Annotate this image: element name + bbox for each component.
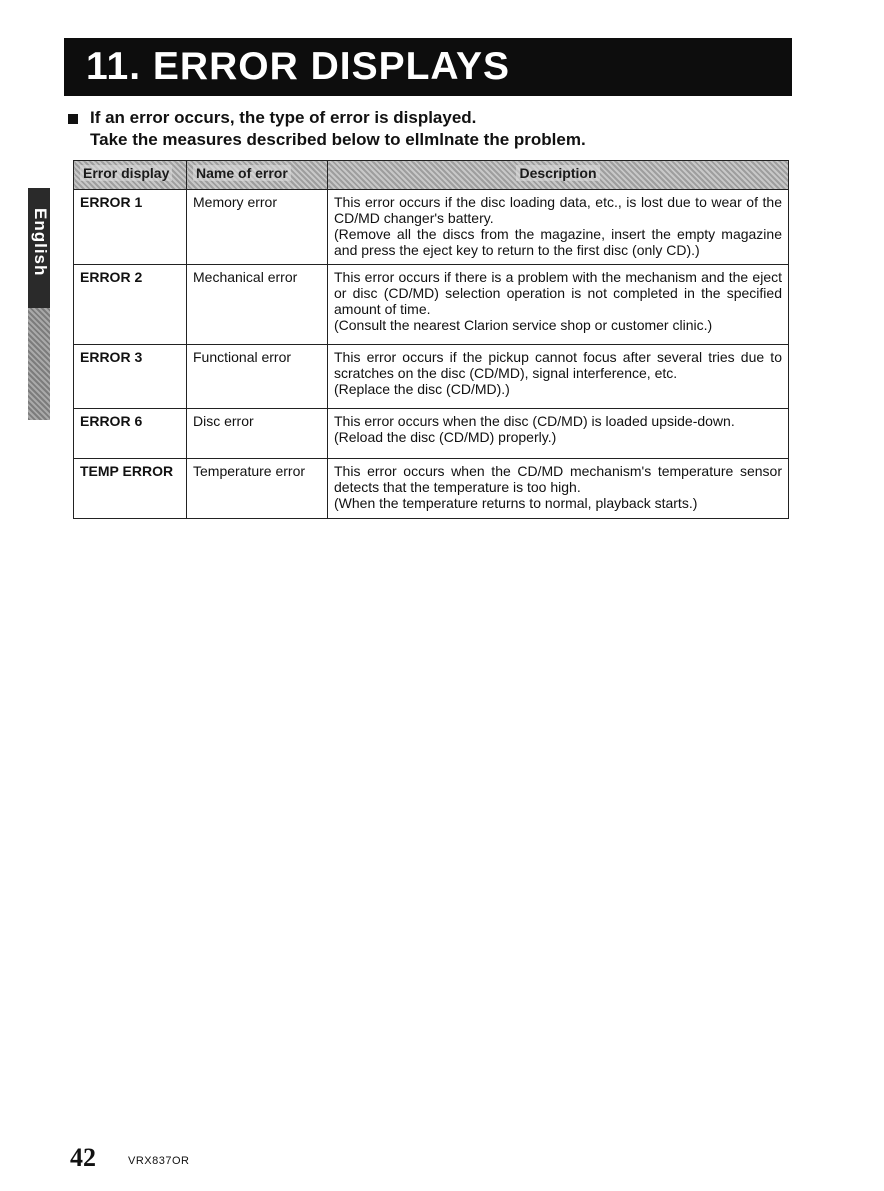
description-remedy: (Remove all the discs from the magazine, insert the empty magazine and press the eject key to return to the first disc (only CD).) bbox=[334, 226, 782, 258]
model-number: VRX837OR bbox=[128, 1155, 190, 1167]
intro-line-2: Take the measures described below to ellmlnate the problem. bbox=[90, 130, 586, 149]
error-code: ERROR 3 bbox=[74, 345, 187, 409]
header-description: Description bbox=[328, 161, 789, 190]
error-name: Functional error bbox=[187, 345, 328, 409]
language-side-tab bbox=[28, 188, 50, 420]
error-description bbox=[328, 459, 789, 519]
error-table-header bbox=[74, 161, 789, 190]
table-row bbox=[74, 190, 789, 265]
error-description bbox=[328, 345, 789, 409]
language-tab-label: English bbox=[31, 208, 50, 277]
description-remedy: (When the temperature returns to normal, playback starts.) bbox=[334, 495, 698, 511]
error-table bbox=[73, 160, 789, 519]
error-description bbox=[328, 409, 789, 459]
page-number: 42 bbox=[70, 1143, 96, 1172]
error-code: ERROR 1 bbox=[74, 190, 187, 265]
description-line: This error occurs when the disc (CD/MD) is loaded upside-down. bbox=[334, 413, 735, 429]
description-line: This error occurs if the pickup cannot focus after several tries due to scratches on the disc (CD/MD), signal interference, etc. bbox=[334, 349, 782, 381]
square-bullet-icon bbox=[68, 114, 78, 124]
error-description bbox=[328, 265, 789, 345]
error-code: ERROR 2 bbox=[74, 265, 187, 345]
error-code: TEMP ERROR bbox=[74, 459, 187, 519]
description-line: This error occurs if the disc loading data, etc., is lost due to wear of the CD/MD changer's battery. bbox=[334, 194, 782, 226]
table-row bbox=[74, 459, 789, 519]
header-error-display: Error display bbox=[74, 161, 187, 190]
error-description bbox=[328, 190, 789, 265]
table-row bbox=[74, 265, 789, 345]
error-name: Memory error bbox=[187, 190, 328, 265]
error-code: ERROR 6 bbox=[74, 409, 187, 459]
description-remedy: (Replace the disc (CD/MD).) bbox=[334, 381, 510, 397]
description-remedy: (Reload the disc (CD/MD) properly.) bbox=[334, 429, 557, 445]
side-tab-texture bbox=[28, 308, 50, 420]
table-row bbox=[74, 345, 789, 409]
error-name: Mechanical error bbox=[187, 265, 328, 345]
section-title: 11. ERROR DISPLAYS bbox=[86, 45, 511, 88]
table-row bbox=[74, 409, 789, 459]
description-line: This error occurs if there is a problem with the mechanism and the eject or disc (CD/MD) selection operation is not completed in the specified amount of time. bbox=[334, 269, 782, 317]
description-line: This error occurs when the CD/MD mechanism's temperature sensor detects that the temperature is too high. bbox=[334, 463, 782, 495]
intro-line-1: If an error occurs, the type of error is displayed. bbox=[90, 108, 477, 127]
description-remedy: (Consult the nearest Clarion service shop or customer clinic.) bbox=[334, 317, 713, 333]
error-name: Disc error bbox=[187, 409, 328, 459]
header-name-of-error: Name of error bbox=[187, 161, 328, 190]
error-name: Temperature error bbox=[187, 459, 328, 519]
